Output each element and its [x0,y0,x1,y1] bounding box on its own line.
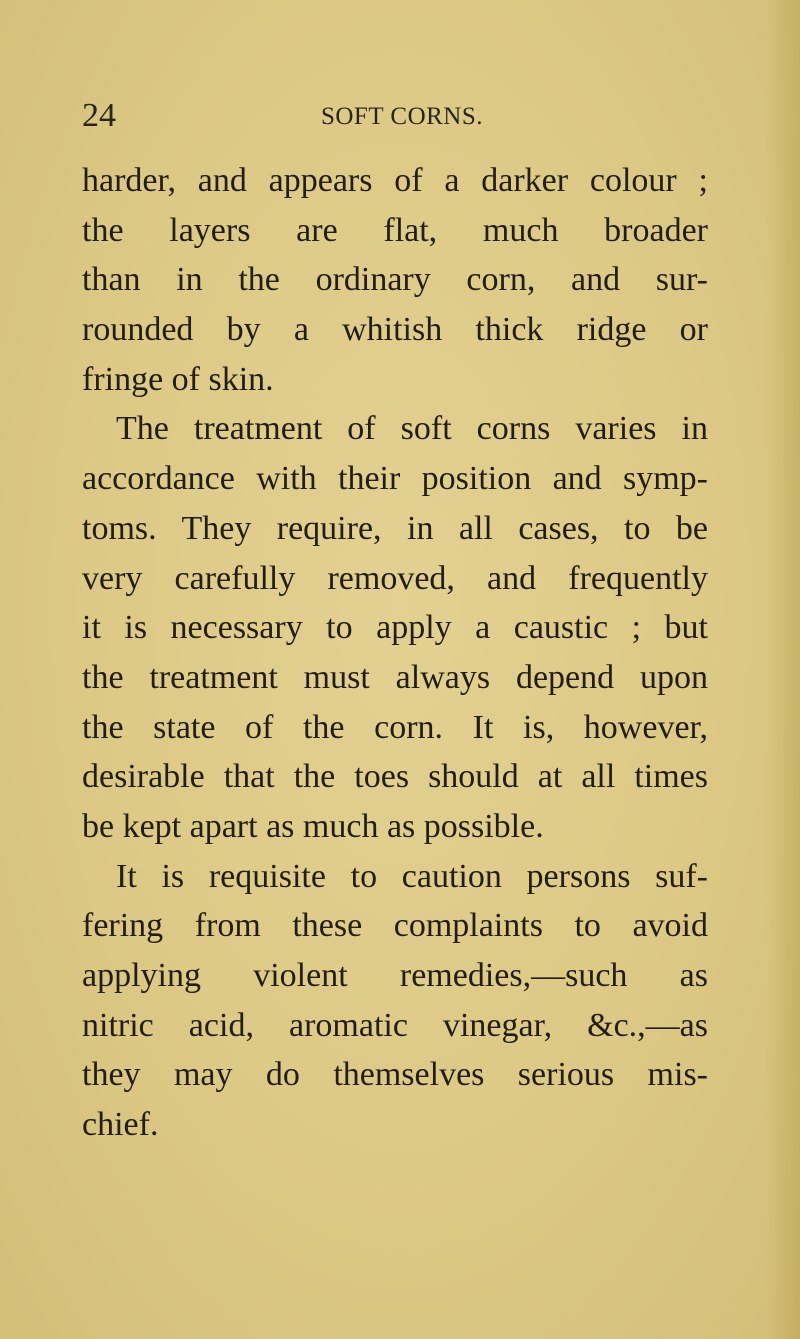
running-head: SOFT CORNS. [320,103,484,130]
text-line: The treatment of soft corns varies in [116,410,708,448]
page-header [82,96,722,136]
text-line: the state of the corn. It is, however, [82,708,708,746]
text-line: fringe of skin. [82,360,274,398]
text-line: be kept apart as much as possible. [82,807,544,845]
text-line: than in the ordinary corn, and sur- [82,261,708,299]
text-line: fering from these complaints to avoid [82,907,708,945]
text-line: applying violent remedies,—such as [82,957,708,994]
text-line: rounded by a whitish thick ridge or [82,311,708,349]
text-line: accordance with their position and symp- [82,460,708,498]
text-line: the treatment must always depend upon [82,658,708,696]
text-line: very carefully removed, and frequently [82,559,708,597]
text-line: it is necessary to apply a caustic ; but [82,609,708,647]
text-line: desirable that the toes should at all times [82,758,708,796]
text-line: chief. [82,1106,159,1144]
page-number: 24 [82,97,116,134]
text-line: It is requisite to caution persons suf- [116,857,708,895]
text-line: harder, and appears of a darker colour ; [82,162,708,199]
text-line: nitric acid, aromatic vinegar, &c.,—as [82,1006,708,1044]
text-line: toms. They require, in all cases, to be [82,509,708,547]
text-line: they may do themselves serious mis- [82,1056,708,1094]
text-line: the layers are flat, much broader [82,211,708,249]
body-text [82,156,708,1150]
